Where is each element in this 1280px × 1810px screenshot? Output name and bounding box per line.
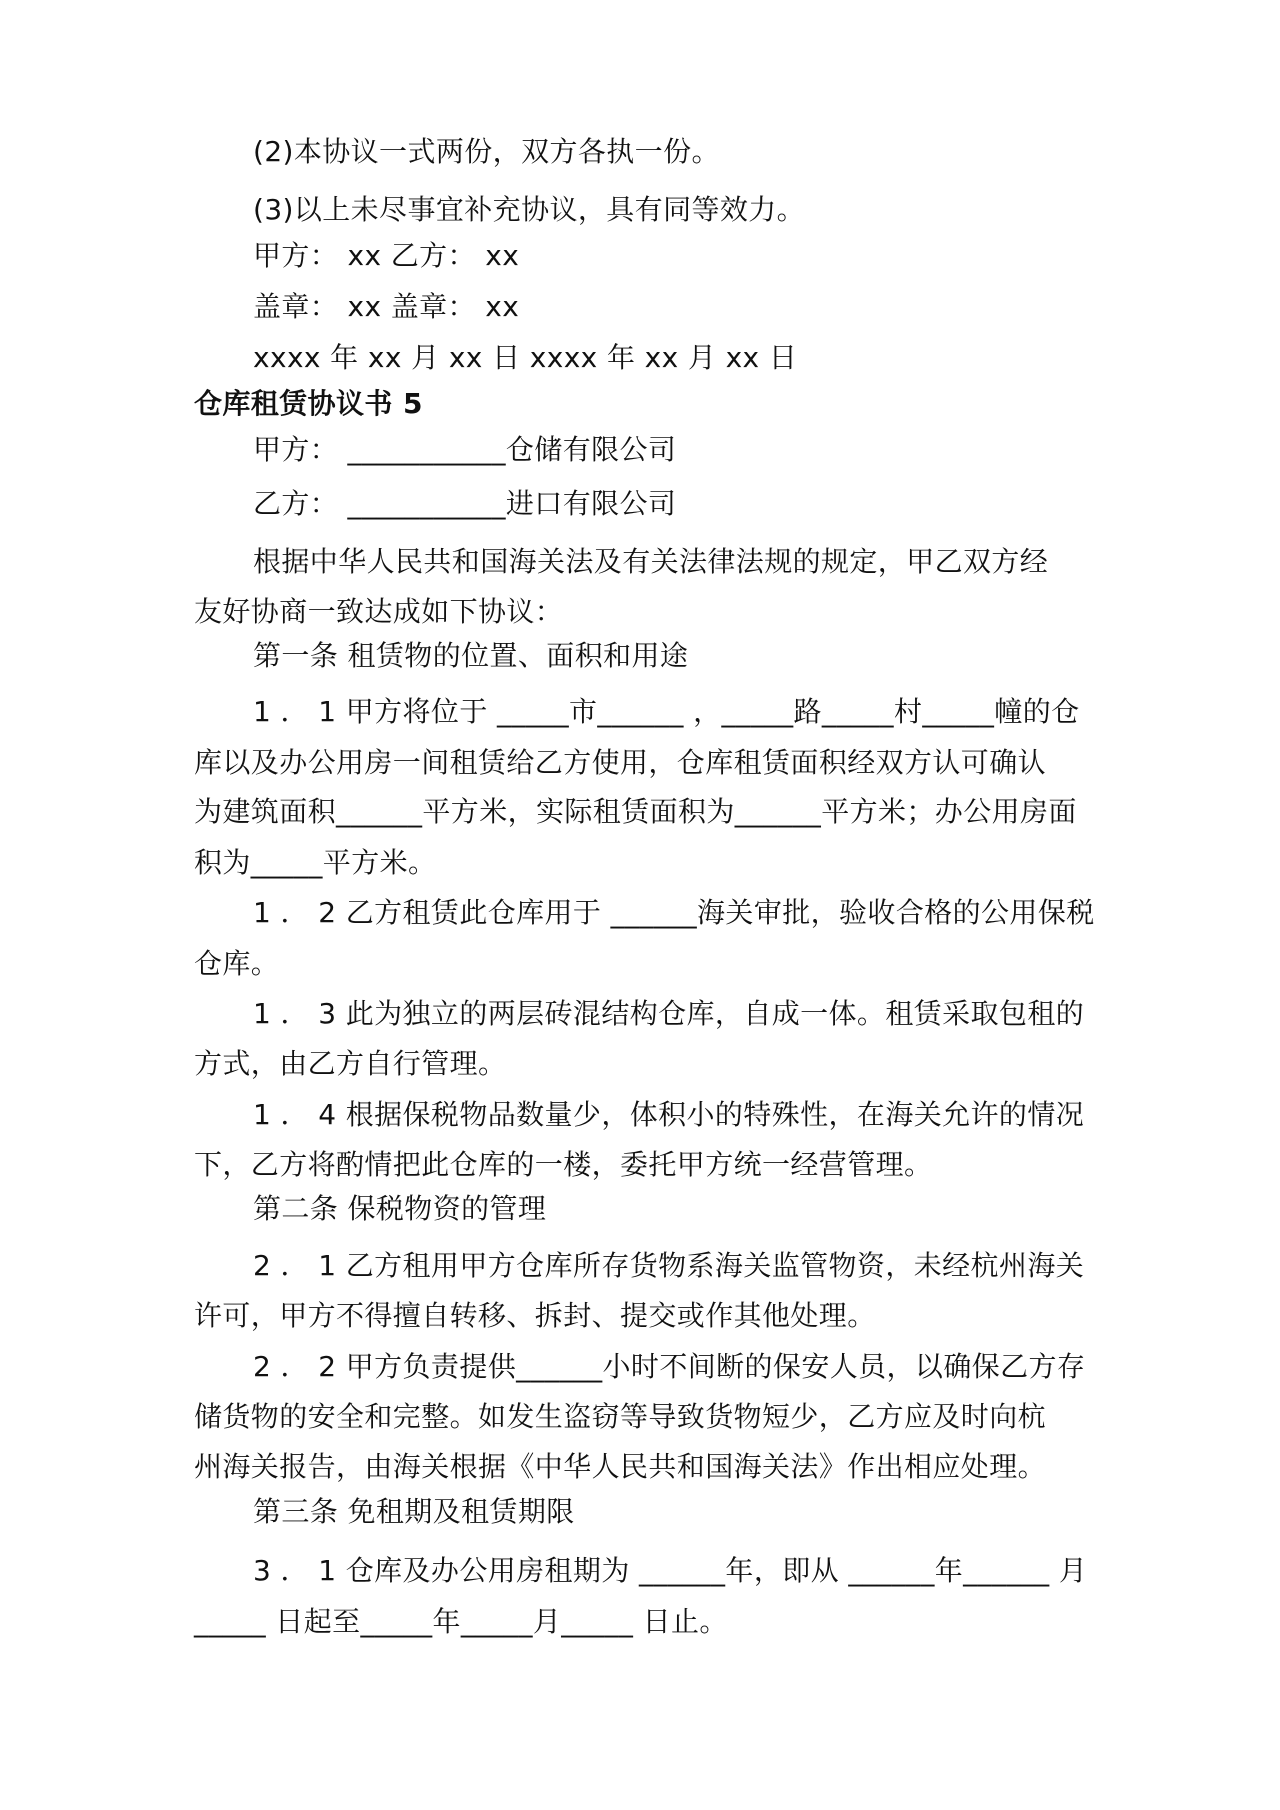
paragraph-line: 储货物的安全和完整。如发生盗窃等导致货物短少，乙方应及时向杭 xyxy=(194,1400,1047,1433)
paragraph-line: 州海关报告，由海关根据《中华人民共和国海关法》作出相应处理。 xyxy=(194,1450,1047,1483)
paragraph-line: 下，乙方将酌情把此仓库的一楼，委托甲方统一经营管理。 xyxy=(194,1148,933,1181)
paragraph-line: 1 ． 3 此为独立的两层砖混结构仓库，自成一体。租赁采取包租的 xyxy=(253,997,1085,1030)
paragraph-line: 仓库。 xyxy=(194,947,280,980)
preamble-line-2: 友好协商一致达成如下协议： xyxy=(194,595,564,628)
paragraph-line: 积为_____平方米。 xyxy=(194,846,437,879)
clause-copies: (2)本协议一式两份，双方各执一份。 xyxy=(253,135,720,168)
party-a: 甲方： ___________仓储有限公司 xyxy=(253,433,677,466)
party-b: 乙方： ___________进口有限公司 xyxy=(253,487,677,520)
paragraph-line: 为建筑面积______平方米，实际租赁面积为______平方米；办公用房面 xyxy=(194,795,1077,828)
article-1-title: 第一条 租赁物的位置、面积和用途 xyxy=(253,639,689,672)
signatory-seals: 盖章： xx 盖章： xx xyxy=(253,290,520,323)
article-2-title: 第二条 保税物资的管理 xyxy=(253,1192,547,1225)
paragraph-line: 1 ． 4 根据保税物品数量少，体积小的特殊性，在海关允许的情况 xyxy=(253,1098,1085,1131)
paragraph-line: 1 ． 1 甲方将位于 _____市______ ，_____路_____村_____幢的仓 xyxy=(253,695,1080,728)
paragraph-line: 2 ． 2 甲方负责提供______小时不间断的保安人员，以确保乙方存 xyxy=(253,1350,1086,1383)
paragraph-line: 1 ． 2 乙方租赁此仓库用于 ______海关审批，验收合格的公用保税 xyxy=(253,896,1095,929)
paragraph-line: 3 ． 1 仓库及办公用房租期为 ______年，即从 ______年______ 月 xyxy=(253,1554,1088,1587)
paragraph-line: 方式，由乙方自行管理。 xyxy=(194,1047,507,1080)
paragraph-line: 许可，甲方不得擅自转移、拆封、提交或作其他处理。 xyxy=(194,1299,876,1332)
preamble-line-1: 根据中华人民共和国海关法及有关法律法规的规定，甲乙双方经 xyxy=(253,545,1049,578)
signatory-parties: 甲方： xx 乙方： xx xyxy=(253,239,520,272)
paragraph-line: _____ 日起至_____年_____月_____ 日止。 xyxy=(194,1605,728,1638)
clause-supplement: (3)以上未尽事宜补充协议，具有同等效力。 xyxy=(253,193,806,226)
paragraph-line: 2 ． 1 乙方租用甲方仓库所存货物系海关监管物资，未经杭州海关 xyxy=(253,1249,1085,1282)
paragraph-line: 库以及办公用房一间租赁给乙方使用，仓库租赁面积经双方认可确认 xyxy=(194,746,1047,779)
article-3-title: 第三条 免租期及租赁期限 xyxy=(253,1495,575,1528)
signatory-dates: xxxx 年 xx 月 xx 日 xxxx 年 xx 月 xx 日 xyxy=(253,341,798,374)
section-heading: 仓库租赁协议书 5 xyxy=(194,387,423,420)
